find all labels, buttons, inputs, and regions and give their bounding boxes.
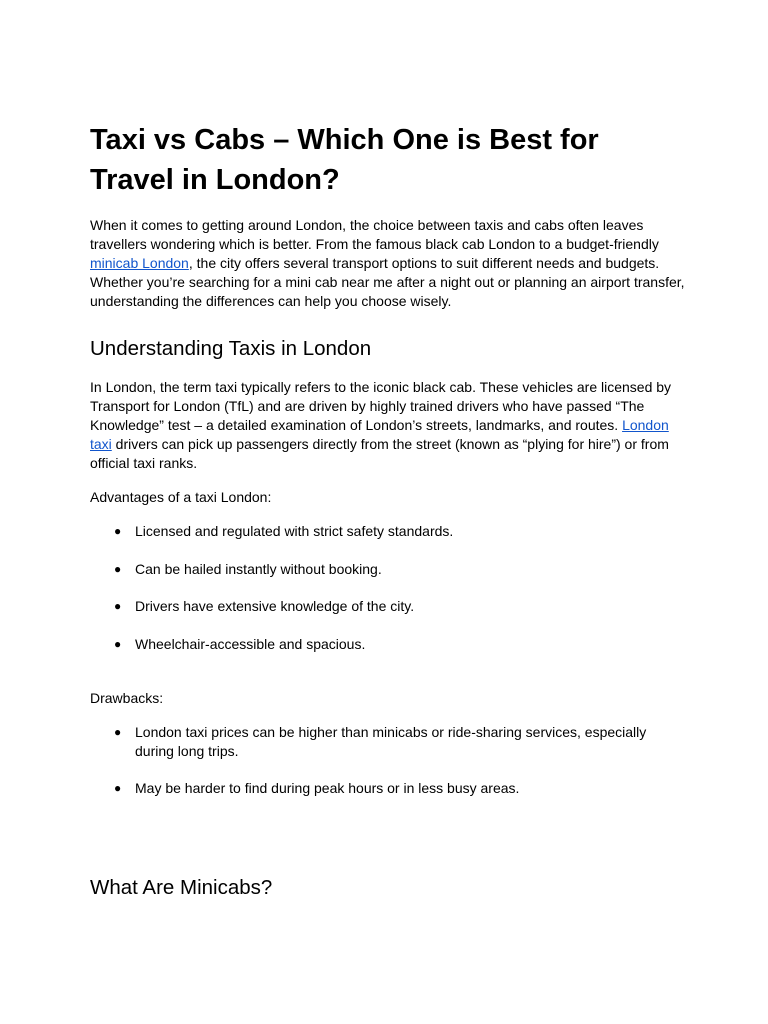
list-item-text: Licensed and regulated with strict safety standards. bbox=[135, 523, 454, 539]
drawbacks-label: Drawbacks: bbox=[90, 690, 164, 706]
list-item-text: Wheelchair-accessible and spacious. bbox=[135, 636, 366, 652]
taxis-text-after-link: drivers can pick up passengers directly from the street (known as “plying for hire”) or from official taxi ranks. bbox=[90, 436, 669, 471]
intro-text-after-link: , the city offers several transport options to suit different needs and budgets. Whether you’re searching for a mini cab near me after a night out or planning an airport transfer, understanding the differences can help you choose wisely. bbox=[90, 255, 685, 309]
taxis-text-before-link: In London, the term taxi typically refers to the iconic black cab. These vehicles are licensed by Transport for London (TfL) and are driven by highly trained drivers who have passed “The Knowledge” test – a detailed examination of London’s streets, landmarks, and routes. bbox=[90, 379, 672, 433]
list-item-text: May be harder to find during peak hours or in less busy areas. bbox=[135, 780, 520, 796]
list-item-text: London taxi prices can be higher than minicabs or ride-sharing services, especially during long trips. bbox=[135, 724, 647, 759]
bullet-icon: ● bbox=[114, 599, 122, 613]
page-title: Taxi vs Cabs – Which One is Best for Travel in London? bbox=[90, 124, 599, 196]
intro-text-before-link: When it comes to getting around London, the choice between taxis and cabs often leaves travellers wondering which is better. From the famous black cab London to a budget-friendly bbox=[90, 217, 659, 252]
bullet-icon: ● bbox=[114, 562, 122, 576]
list-item-text: Drivers have extensive knowledge of the city. bbox=[135, 598, 415, 614]
advantages-label: Advantages of a taxi London: bbox=[90, 489, 272, 505]
bullet-icon: ● bbox=[114, 637, 122, 651]
bullet-icon: ● bbox=[114, 524, 122, 538]
taxis-paragraph bbox=[90, 378, 686, 473]
section-heading-minicabs: What Are Minicabs? bbox=[90, 876, 273, 899]
bullet-icon: ● bbox=[114, 781, 122, 795]
minicab-london-link[interactable]: minicab London bbox=[90, 255, 189, 271]
intro-paragraph bbox=[90, 216, 686, 311]
bullet-icon: ● bbox=[114, 725, 122, 739]
list-item-text: Can be hailed instantly without booking. bbox=[135, 561, 382, 577]
london-taxi-link[interactable]: London taxi bbox=[90, 417, 669, 452]
section-heading-taxis: Understanding Taxis in London bbox=[90, 337, 372, 360]
